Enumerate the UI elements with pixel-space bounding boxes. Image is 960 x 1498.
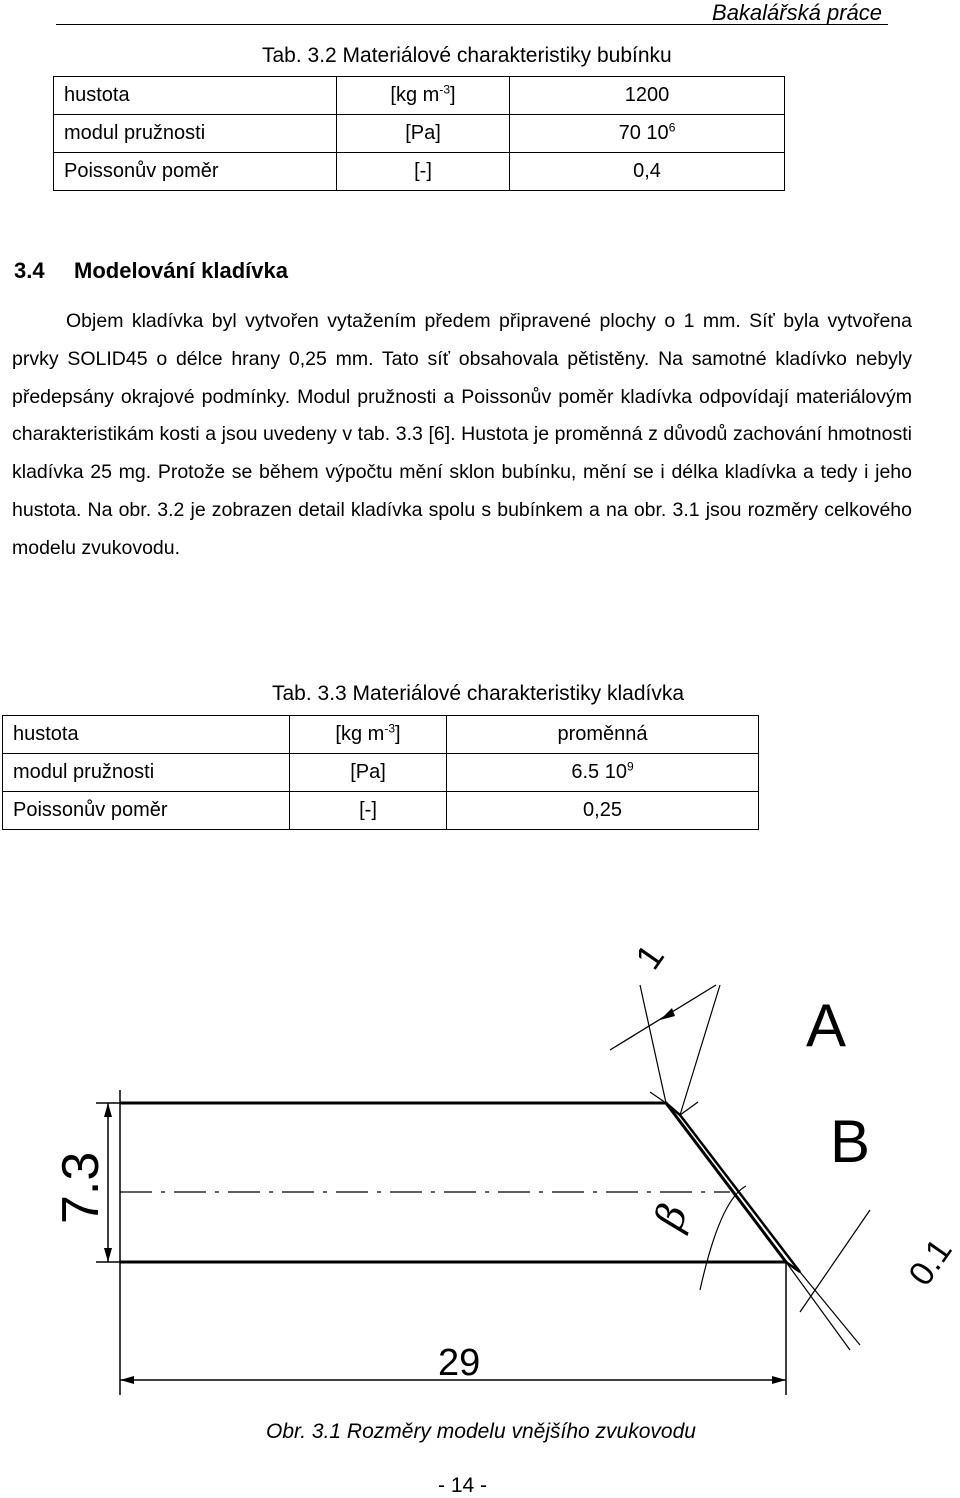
ear-canal-outline	[120, 1103, 786, 1262]
table-caption: Tab. 3.2 Materiálové charakteristiky bubínku	[262, 44, 672, 67]
property-value: 1200	[510, 77, 785, 115]
property-name: Poissonův poměr	[3, 792, 290, 830]
point-b-label: B	[830, 1108, 871, 1175]
property-name: modul pružnosti	[3, 754, 290, 792]
table-caption: Tab. 3.3 Materiálové charakteristiky kladívka	[272, 682, 685, 705]
material-table-drum	[53, 76, 785, 191]
property-name: hustota	[3, 716, 290, 754]
property-unit: [Pa]	[290, 754, 447, 792]
property-name: modul pružnosti	[54, 115, 337, 153]
property-value: 0,25	[447, 792, 759, 830]
figure-caption: Obr. 3.1 Rozměry modelu vnějšího zvukovodu	[266, 1420, 696, 1443]
property-value: 6.5 $10^9$	[447, 754, 759, 792]
property-unit: [-]	[337, 153, 510, 191]
property-name: Poissonův poměr	[54, 153, 337, 191]
table-row	[3, 716, 759, 754]
header-rule	[56, 24, 888, 25]
section-title: Modelování kladívka	[74, 258, 288, 283]
body-paragraph: Objem kladívka byl vytvořen vytažením předem připravené plochy o 1 mm. Síť byla vytvořena prvky SOLID45 o délce hrany 0,25 mm. Tato síť obsahovala pětistěny. Na samotné kladívko nebyly předepsány okrajové podmínky. Modul pružnosti a Poissonův poměr kladívka odpovídají materiálovým charakteristikám kosti a jsou uvedeny v tab. 3.3 [6]. Hustota je proměnná z důvodů zachování hmotnosti kladívka 25 mg. Protože se během výpočtu mění sklon bubínku, mění se i délka kladívka a tedy i jeho hustota. Na obr. 3.2 je zobrazen detail kladívka spolu s bubínkem a na obr. 3.1 jsou rozměry celkového modelu zvukovodu.	[12, 310, 912, 559]
property-unit: [kg $m^{-3}$]	[290, 716, 447, 754]
section-heading	[14, 258, 288, 284]
gap-label: 0.1	[901, 1232, 960, 1293]
table-row	[54, 153, 785, 191]
property-value: proměnná	[447, 716, 759, 754]
property-unit: [Pa]	[337, 115, 510, 153]
running-header: Bakalářská práce	[712, 0, 882, 25]
page-number: - 14 -	[438, 1474, 488, 1497]
gap-dimension-line	[800, 1210, 870, 1312]
thickness-label: 1	[626, 936, 673, 977]
height-dimension-label: 7.3	[52, 1151, 110, 1224]
material-table-hammer	[2, 715, 759, 830]
table-row	[54, 115, 785, 153]
section-number: 3.4	[14, 258, 45, 283]
length-dimension-label: 29	[438, 1342, 481, 1384]
property-value: 70 $10^6$	[510, 115, 785, 153]
table-row	[3, 754, 759, 792]
property-value: 0,4	[510, 153, 785, 191]
property-unit: [-]	[290, 792, 447, 830]
point-a-label: A	[806, 992, 847, 1059]
table-row	[54, 77, 785, 115]
table-row	[3, 792, 759, 830]
angle-label: β	[646, 1197, 698, 1236]
property-unit: [kg $m^{-3}$]	[337, 77, 510, 115]
technical-drawing	[0, 930, 960, 1410]
property-name: hustota	[54, 77, 337, 115]
